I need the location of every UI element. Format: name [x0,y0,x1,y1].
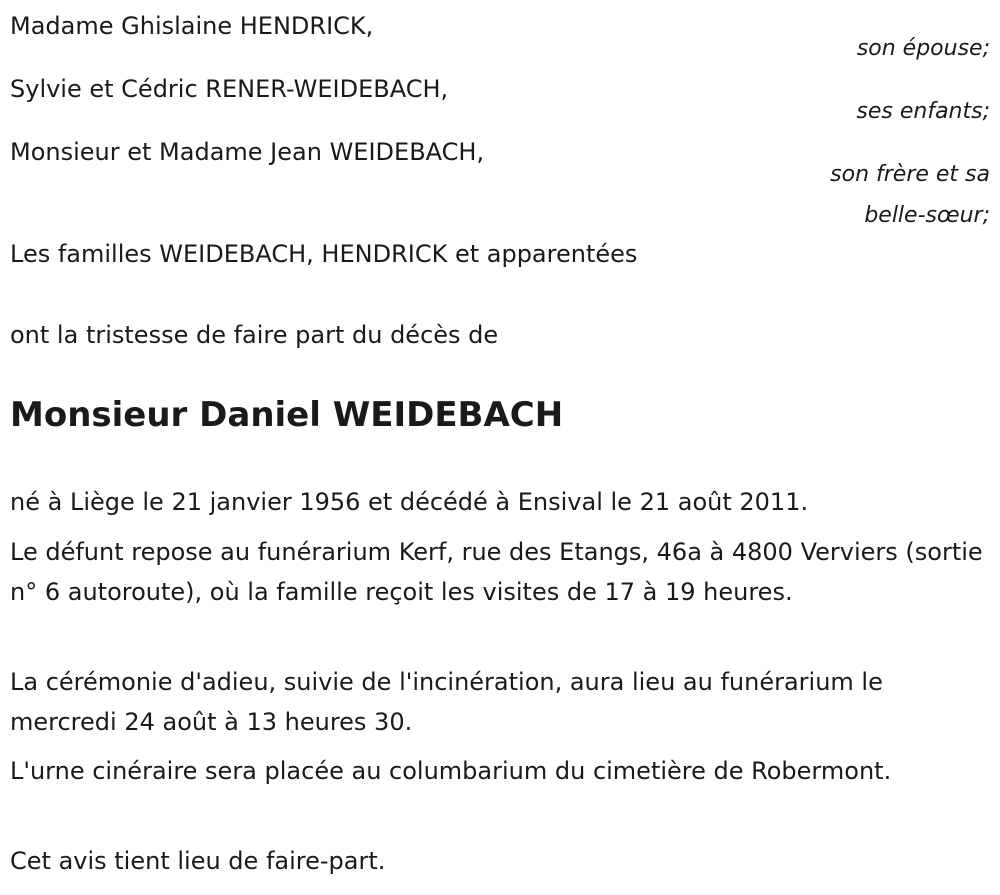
funeral-home-paragraph: Le défunt repose au funérarium Kerf, rue des Etangs, 46a à 4800 Verviers (sortie n° 6 autoroute), où la famille reçoit les visites de 17 à 19 heures. [10,538,983,606]
relation-brother-line1: son frère et sa [830,162,990,187]
relation-brother-line2: belle-sœur; [864,203,990,228]
families-line: Les familles WEIDEBACH, HENDRICK et apparentées [10,240,638,268]
announcement-line: ont la tristesse de faire part du décès de [10,321,499,349]
ceremony-paragraph: La cérémonie d'adieu, suivie de l'incinération, aura lieu au funérarium le mercredi 24 août à 13 heures 30. [10,668,883,736]
urn-paragraph: L'urne cinéraire sera placée au columbarium du cimetière de Robermont. [10,757,892,785]
birth-death-paragraph: né à Liège le 21 janvier 1956 et décédé à Ensival le 21 août 2011. [10,488,809,516]
family-member-brother: Monsieur et Madame Jean WEIDEBACH, [10,138,485,166]
relation-children: ses enfants; [856,99,990,124]
closing-paragraph: Cet avis tient lieu de faire-part. [10,847,386,875]
family-member-spouse: Madame Ghislaine HENDRICK, [10,12,374,40]
relation-spouse: son épouse; [856,36,990,61]
deceased-name: Monsieur Daniel WEIDEBACH [10,395,564,435]
family-member-children: Sylvie et Cédric RENER-WEIDEBACH, [10,75,449,103]
